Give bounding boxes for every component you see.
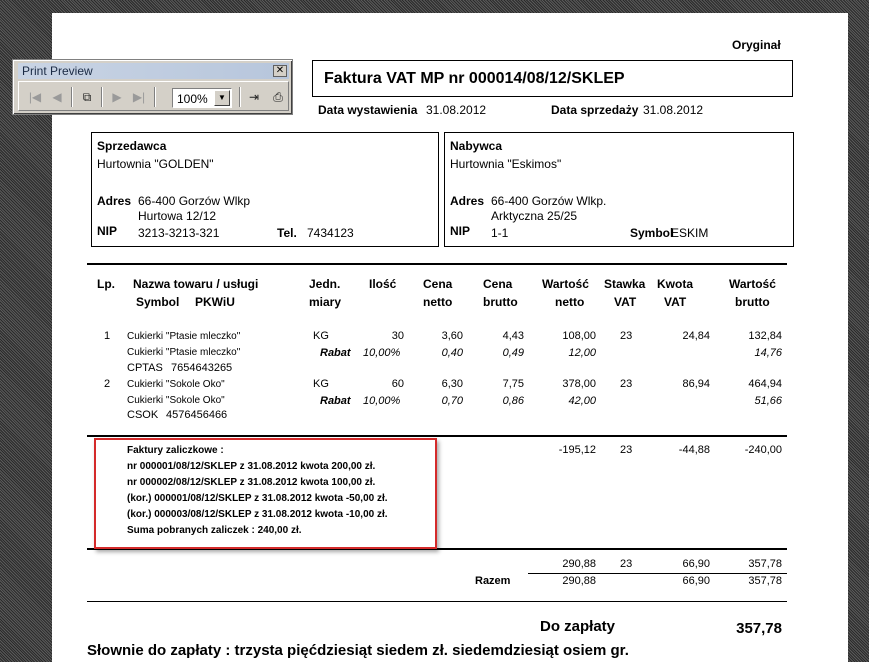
summary-vat-amount: 66,90 xyxy=(682,558,710,570)
advances-gross-value: -240,00 xyxy=(744,444,782,456)
header-unit-line2: miary xyxy=(309,295,342,309)
advances-vat-amount: -44,88 xyxy=(678,444,710,456)
header-lp: Lp. xyxy=(97,277,115,291)
advances-net-value: -195,12 xyxy=(558,444,596,456)
due-label: Do zapłaty xyxy=(540,618,616,635)
item-name: Cukierki "Ptasie mleczko" xyxy=(127,331,241,342)
seller-name: Hurtownia "GOLDEN" xyxy=(97,157,214,171)
item-pkwiu: 7654643265 xyxy=(171,362,233,374)
zoom-value: 100% xyxy=(177,92,208,106)
discount-pct: 10,00% xyxy=(363,347,401,359)
item-lp: 2 xyxy=(104,378,111,390)
words-label: Słownie do zapłaty : xyxy=(87,642,231,659)
amount-in-words xyxy=(87,642,629,659)
item-qty: 60 xyxy=(391,378,404,390)
issue-date-label: Data wystawienia xyxy=(318,103,418,117)
advances-heading: Faktury zaliczkowe : xyxy=(127,445,224,456)
table-top-rule xyxy=(87,263,787,265)
toolbar-separator xyxy=(239,87,241,107)
total-net-value: 290,88 xyxy=(562,575,596,587)
advances-sum: Suma pobranych zaliczek : 240,00 zł. xyxy=(127,525,302,536)
item-gross-value: 132,84 xyxy=(748,330,782,342)
seller-tel: 7434123 xyxy=(307,226,354,240)
total-label: Razem xyxy=(475,575,511,587)
item-pkwiu: 4576456466 xyxy=(166,409,228,421)
export-icon[interactable]: ⇥ xyxy=(248,90,260,104)
header-qty: Ilość xyxy=(369,277,397,291)
discount-net-value: 42,00 xyxy=(568,395,596,407)
buyer-box xyxy=(444,132,794,247)
header-net-value-line2: netto xyxy=(555,295,585,309)
header-gross-value: Wartość xyxy=(729,277,776,291)
seller-box xyxy=(91,132,439,247)
header-gross-price: Cena xyxy=(483,277,513,291)
sale-date: 31.08.2012 xyxy=(643,103,704,117)
item-name: Cukierki "Sokole Oko" xyxy=(127,379,225,390)
original-label: Oryginał xyxy=(732,38,781,52)
discount-gross-price: 0,49 xyxy=(502,347,524,359)
total-gross-value: 357,78 xyxy=(748,575,782,587)
item-code: CPTAS xyxy=(127,362,163,374)
chevron-down-icon[interactable]: ▼ xyxy=(214,90,230,106)
item-vat-amount: 86,94 xyxy=(682,378,710,390)
toolbar-separator xyxy=(71,87,73,107)
item-qty: 30 xyxy=(391,330,404,342)
discount-name: Cukierki "Ptasie mleczko" xyxy=(127,347,241,358)
header-vat-amount-line2: VAT xyxy=(664,295,687,309)
advance-line: (kor.) 000001/08/12/SKLEP z 31.08.2012 kwota -50,00 zł. xyxy=(127,493,388,504)
print-icon[interactable]: ⎙ xyxy=(273,90,283,104)
discount-label: Rabat xyxy=(320,395,351,407)
advance-line: nr 000002/08/12/SKLEP z 31.08.2012 kwota 100,00 zł. xyxy=(127,477,376,488)
discount-pct: 10,00% xyxy=(363,395,401,407)
seller-nip: 3213-3213-321 xyxy=(138,226,220,240)
header-vat-amount: Kwota xyxy=(657,277,693,291)
invoice-title: Faktura VAT MP nr 000014/08/12/SKLEP xyxy=(324,70,625,87)
buyer-nip-label: NIP xyxy=(450,224,471,238)
sale-date-label: Data sprzedaży xyxy=(551,103,639,117)
seller-address-label: Adres xyxy=(97,194,132,208)
toolbar-separator xyxy=(101,87,103,107)
item-unit: KG xyxy=(313,378,329,390)
header-name: Nazwa towaru / usługi xyxy=(133,277,259,291)
item-gross-price: 4,43 xyxy=(502,330,524,342)
seller-tel-label: Tel. xyxy=(277,226,297,240)
discount-net-price: 0,70 xyxy=(441,395,463,407)
advance-line: (kor.) 000003/08/12/SKLEP z 31.08.2012 kwota -10,00 zł. xyxy=(127,509,388,520)
header-net-price: Cena xyxy=(423,277,453,291)
buyer-symbol: ESKIM xyxy=(671,226,709,240)
discount-net-value: 12,00 xyxy=(568,347,596,359)
multi-page-icon[interactable]: ⧉ xyxy=(82,90,92,104)
header-rate: Stawka xyxy=(604,277,646,291)
last-page-icon[interactable]: ▶| xyxy=(132,90,146,104)
summary-net-value: 290,88 xyxy=(562,558,596,570)
seller-nip-label: NIP xyxy=(97,224,118,238)
total-vat-amount: 66,90 xyxy=(682,575,710,587)
items-bottom-rule xyxy=(87,435,787,437)
item-code: CSOK xyxy=(127,409,159,421)
next-page-icon[interactable]: ▶ xyxy=(112,90,122,104)
advance-line: nr 000001/08/12/SKLEP z 31.08.2012 kwota 200,00 zł. xyxy=(127,461,376,472)
header-gross-value-line2: brutto xyxy=(735,295,770,309)
toolbar-separator xyxy=(154,87,156,107)
item-net-value: 108,00 xyxy=(562,330,596,342)
header-pkwiu: PKWiU xyxy=(195,295,235,309)
item-unit: KG xyxy=(313,330,329,342)
item-gross-value: 464,94 xyxy=(748,378,782,390)
item-gross-price: 7,75 xyxy=(502,378,524,390)
header-net-price-line2: netto xyxy=(423,295,453,309)
toolbar-title: Print Preview xyxy=(22,64,93,78)
buyer-address-line2: Arktyczna 25/25 xyxy=(491,209,578,223)
discount-name: Cukierki "Sokole Oko" xyxy=(127,395,225,406)
header-symbol: Symbol xyxy=(136,295,180,309)
seller-address-line2: Hurtowa 12/12 xyxy=(138,209,217,223)
item-rate: 23 xyxy=(620,330,633,342)
item-net-price: 6,30 xyxy=(441,378,463,390)
item-vat-amount: 24,84 xyxy=(682,330,710,342)
zoom-select[interactable] xyxy=(172,88,232,108)
close-icon[interactable]: ✕ xyxy=(273,65,287,77)
buyer-symbol-label: Symbol xyxy=(630,226,674,240)
payment-rule xyxy=(87,601,787,602)
toolbar-buttons xyxy=(18,81,289,111)
header-rate-line2: VAT xyxy=(614,295,637,309)
discount-gross-price: 0,86 xyxy=(502,395,524,407)
first-page-icon[interactable]: |◀ xyxy=(28,90,42,104)
discount-gross-value: 51,66 xyxy=(754,395,782,407)
item-lp: 1 xyxy=(104,330,111,342)
words-value: trzysta pięćdziesiąt siedem zł. siedemdziesiąt osiem gr. xyxy=(234,642,629,659)
discount-net-price: 0,40 xyxy=(441,347,463,359)
issue-date: 31.08.2012 xyxy=(426,103,487,117)
discount-label: Rabat xyxy=(320,347,351,359)
buyer-nip: 1-1 xyxy=(491,226,509,240)
buyer-name: Hurtownia "Eskimos" xyxy=(450,157,562,171)
item-net-value: 378,00 xyxy=(562,378,596,390)
seller-address-line1: 66-400 Gorzów Wlkp xyxy=(138,194,251,208)
due-amount: 357,78 xyxy=(736,620,782,637)
seller-heading: Sprzedawca xyxy=(97,139,167,153)
advances-highlight-box xyxy=(94,438,437,549)
header-unit: Jedn. xyxy=(309,277,341,291)
summary-rate: 23 xyxy=(620,558,633,570)
buyer-heading: Nabywca xyxy=(450,139,503,153)
buyer-address-line1: 66-400 Gorzów Wlkp. xyxy=(491,194,607,208)
total-rule xyxy=(528,573,787,574)
item-net-price: 3,60 xyxy=(441,330,463,342)
toolbar-titlebar[interactable] xyxy=(18,63,289,79)
header-net-value: Wartość xyxy=(542,277,589,291)
header-gross-price-line2: brutto xyxy=(483,295,518,309)
summary-gross-value: 357,78 xyxy=(748,558,782,570)
print-preview-toolbar[interactable] xyxy=(12,59,293,115)
advances-rate: 23 xyxy=(620,444,633,456)
prev-page-icon[interactable]: ◀ xyxy=(52,90,62,104)
discount-gross-value: 14,76 xyxy=(754,347,782,359)
item-rate: 23 xyxy=(620,378,633,390)
buyer-address-label: Adres xyxy=(450,194,485,208)
invoice-title-box xyxy=(312,60,793,97)
